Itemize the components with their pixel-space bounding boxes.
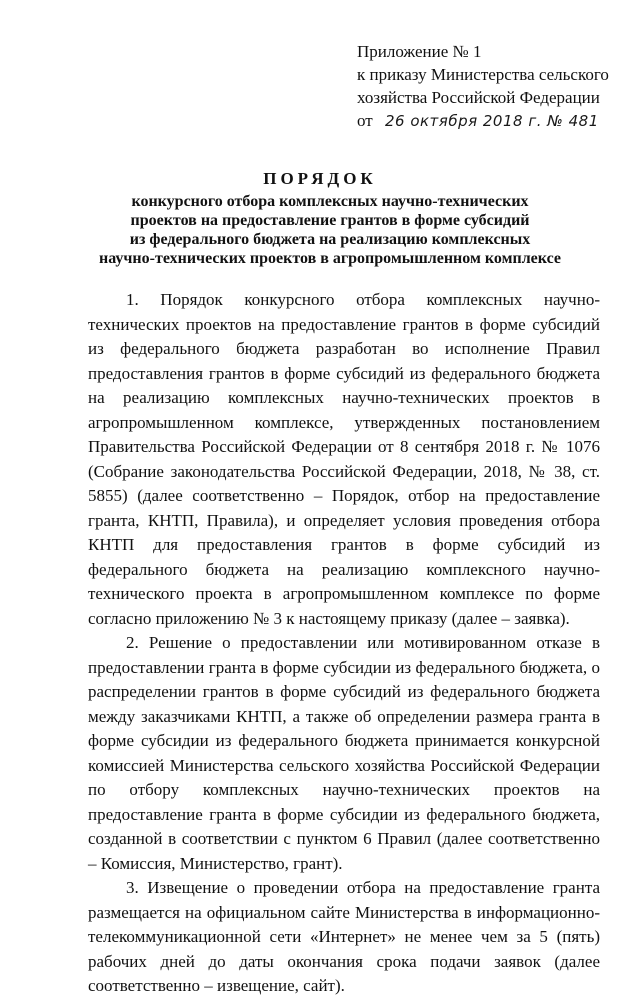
date-prefix: от — [357, 111, 373, 130]
paragraph-2: 2. Решение о предоставлении или мотивированном отказе в предоставлении гранта в форме субсидии из федерального бюджета, о распределении грантов в форме субсидий из федерального бюджета между заказчиками КНТП, а также об определении размера гранта в форме субсидии из федерального бюджета принимается конкурсной комиссией Министерства сельского хозяйства Российской Федерации по отбору комплексных научно-технических проектов на предоставление гранта в форме субсидии из федерального бюджета, созданной в соответствии с пунктом 6 Правил (далее соответственно – Комиссия, Министерство, грант). — [88, 633, 600, 873]
document-body — [88, 288, 600, 999]
paragraph-3: 3. Извещение о проведении отбора на предоставление гранта размещается на официальном сайте Министерства в информационно-телекоммуникационной сети «Интернет» не менее чем за 5 (пять) рабочих дней до даты окончания срока подачи заявок (далее соответственно – извещение, сайт). — [88, 878, 600, 995]
appendix-number: Приложение № 1 — [357, 42, 482, 61]
paragraph-1: 1. Порядок конкурсного отбора комплексных научно-технических проектов на предоставление грантов в форме субсидий из федерального бюджета разработан во исполнение Правил предоставления грантов в форме субсидий из федерального бюджета на реализацию комплексных научно-технических проектов в агропромышленном комплексе, утвержденных постановлением Правительства Российской Федерации от 8 сентября 2018 г. № 1076 (Собрание законодательства Российской Федерации, 2018, № 38, ст. 5855) (далее соответственно – Порядок, отбор на предоставление гранта, КНТП, Правила), и определяет условия проведения отбора КНТП для предоставления грантов в форме субсидий из федерального бюджета на реализацию комплексного научно-технического проекта в агропромышленном комплексе по форме согласно приложению № 3 к настоящему приказу (далее – заявка). — [88, 290, 600, 628]
subtitle-line: конкурсного отбора комплексных научно-технических — [131, 193, 529, 210]
handwritten-date: 26 октября 2018 г. № 481 — [384, 112, 599, 130]
subtitle-line: из федерального бюджета на реализацию комплексных — [129, 231, 531, 248]
appendix-ministry-line: хозяйства Российской Федерации — [357, 88, 600, 107]
document-title: ПОРЯДОК — [263, 169, 377, 188]
appendix-order-line: к приказу Министерства сельского — [357, 65, 609, 84]
document-subtitle — [60, 192, 600, 268]
subtitle-line: научно-технических проектов в агропромышленном комплексе — [99, 250, 561, 267]
subtitle-line: проектов на предоставление грантов в форме субсидий — [130, 212, 530, 229]
appendix-date-line — [357, 109, 627, 133]
appendix-header — [357, 40, 627, 133]
